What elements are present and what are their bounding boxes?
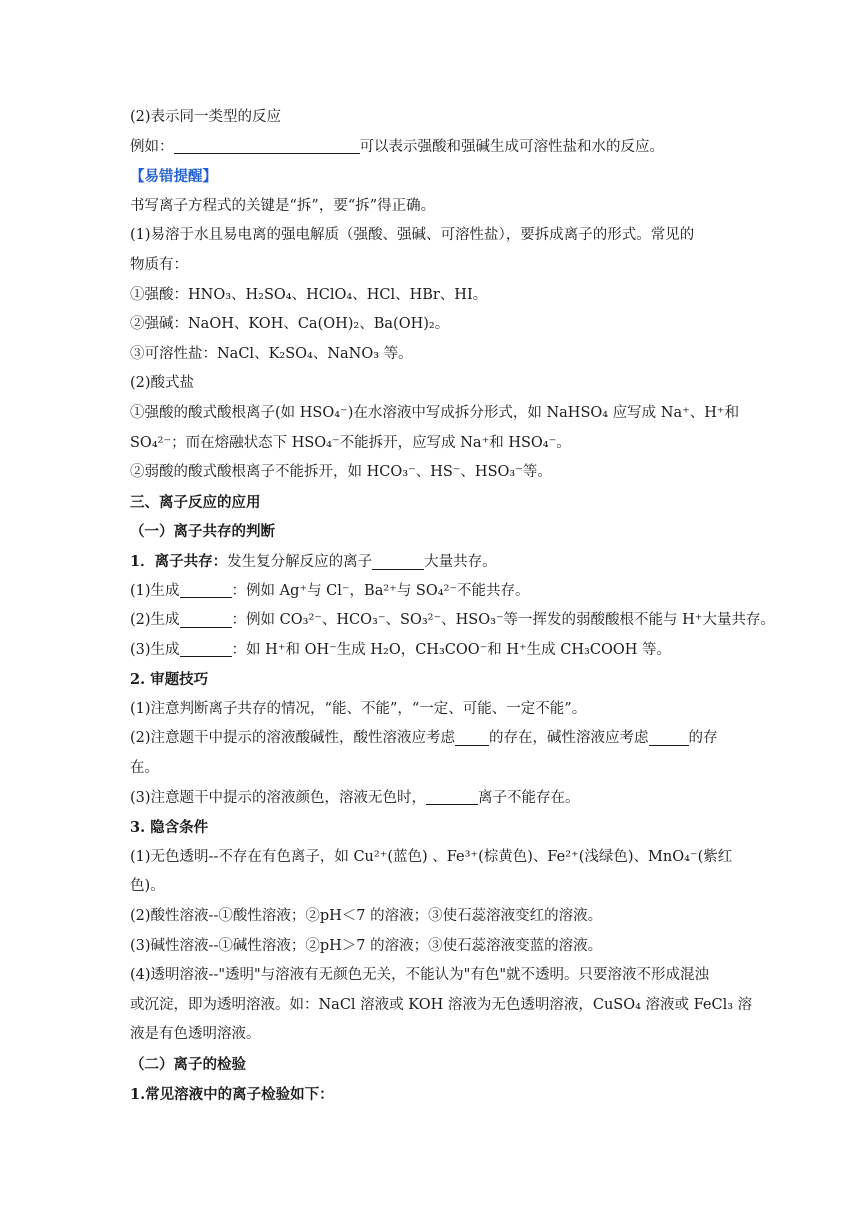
line-text: (2)注意题干中提示的溶液酸碱性，酸性溶液应考虑 bbox=[130, 730, 456, 747]
line-text: (2)酸性溶液--①酸性溶液；②pH＜7 的溶液；③使石蕊溶液变红的溶液。 bbox=[130, 908, 603, 925]
section-heading bbox=[130, 488, 740, 518]
line-text: 三、离子反应的应用 bbox=[130, 493, 261, 511]
line-text: 在。 bbox=[130, 760, 159, 777]
line-text: ②弱酸的酸式酸根离子不能拆开，如 HCO₃⁻、HS⁻、HSO₃⁻等。 bbox=[130, 464, 552, 481]
text-line bbox=[130, 429, 740, 459]
text-line bbox=[130, 340, 740, 370]
fill-blank[interactable] bbox=[455, 730, 489, 746]
text-line bbox=[130, 310, 740, 340]
line-text: ②强碱：NaOH、KOH、Ca(OH)₂、Ba(OH)₂。 bbox=[130, 316, 450, 333]
line-text: ：例如 Ag⁺与 Cl⁻，Ba²⁺与 SO₄²⁻不能共存。 bbox=[231, 582, 530, 599]
line-text: 3. 隐含条件 bbox=[130, 819, 209, 837]
document-page bbox=[130, 103, 775, 1109]
text-line bbox=[130, 636, 740, 666]
line-text: (3)注意题干中提示的溶液颜色，溶液无色时， bbox=[130, 789, 427, 806]
fill-blank[interactable] bbox=[180, 612, 232, 628]
text-line bbox=[130, 961, 740, 991]
text-line bbox=[130, 991, 753, 1021]
line-text: 的存 bbox=[688, 730, 718, 747]
line-text: 书写离子方程式的关键是“拆”，要“拆”得正确。 bbox=[130, 197, 436, 214]
text-line bbox=[130, 547, 740, 577]
text-line bbox=[130, 221, 740, 251]
line-text: (2)表示同一类型的反应 bbox=[130, 109, 282, 125]
line-text: 例如： bbox=[130, 138, 174, 155]
line-text: ：例如 CO₃²⁻、HCO₃⁻、SO₃²⁻、HSO₃⁻等一挥发的弱酸酸根不能与 H⁺大量共存。 bbox=[231, 612, 775, 629]
line-text: ①强酸的酸式酸根离子(如 HSO₄⁻)在水溶液中写成拆分形式，如 NaHSO₄ 应写成 Na⁺、H⁺和 bbox=[130, 404, 740, 421]
line-text: ③可溶性盐：NaCl、K₂SO₄、NaNO₃ 等。 bbox=[130, 345, 413, 362]
line-text: 物质有： bbox=[130, 256, 188, 273]
text-line bbox=[130, 103, 740, 133]
text-line bbox=[130, 784, 740, 814]
section-heading bbox=[130, 813, 740, 843]
line-text: 的存在，碱性溶液应考虑 bbox=[489, 730, 649, 747]
line-text: 1.常见溶液中的离子检验如下： bbox=[130, 1085, 334, 1103]
text-line bbox=[130, 133, 740, 163]
line-text: 大量共存。 bbox=[424, 553, 497, 570]
line-text: （二）离子的检验 bbox=[130, 1056, 246, 1073]
text-line bbox=[130, 932, 740, 962]
text-line bbox=[130, 606, 775, 636]
line-text: (2)酸式盐 bbox=[130, 375, 195, 392]
text-line bbox=[130, 1020, 740, 1050]
fill-blank[interactable] bbox=[372, 553, 424, 569]
text-line bbox=[130, 369, 740, 399]
line-text: (2)生成 bbox=[130, 612, 180, 629]
text-line bbox=[130, 902, 740, 932]
subsection-heading bbox=[130, 517, 740, 547]
line-text: 【易错提醒】 bbox=[130, 168, 217, 186]
text-line bbox=[130, 724, 740, 754]
fill-blank[interactable] bbox=[180, 582, 232, 598]
text-line bbox=[130, 399, 740, 429]
fill-blank[interactable] bbox=[426, 789, 478, 805]
line-text: 色)。 bbox=[130, 878, 165, 895]
fill-blank[interactable] bbox=[649, 730, 689, 746]
text-line bbox=[130, 281, 740, 311]
fill-blank[interactable] bbox=[180, 641, 232, 657]
line-text: (1)易溶于水且易电离的强电解质（强酸、强碱、可溶性盐），要拆成离子的形式。常见的 bbox=[130, 227, 695, 244]
line-text: 可以表示强酸和强碱生成可溶性盐和水的反应。 bbox=[359, 138, 664, 155]
line-text: (4)透明溶液--"透明"与溶液有无颜色无关，不能认为"有色"就不透明。只要溶液不形成混浊 bbox=[130, 967, 710, 984]
fill-blank[interactable] bbox=[174, 138, 360, 154]
text-line bbox=[130, 577, 740, 607]
line-label: 1．离子共存： bbox=[130, 552, 228, 570]
section-heading bbox=[130, 665, 740, 695]
text-line bbox=[130, 695, 740, 725]
line-text: (1)无色透明--不存在有色离子，如 Cu²⁺(蓝色) 、Fe³⁺(棕黄色)、Fe²⁺(浅绿色)、MnO₄⁻(紫红 bbox=[130, 848, 733, 865]
text-line bbox=[130, 251, 740, 281]
line-text: ：如 H⁺和 OH⁻生成 H₂O，CH₃COO⁻和 H⁺生成 CH₃COOH 等。 bbox=[231, 641, 671, 658]
subsection-heading bbox=[130, 1050, 740, 1080]
line-text: (1)生成 bbox=[130, 582, 180, 599]
section-heading bbox=[130, 162, 740, 192]
line-text: (3)生成 bbox=[130, 641, 180, 658]
line-text: ①强酸：HNO₃、H₂SO₄、HClO₄、HCl、HBr、HI。 bbox=[130, 286, 488, 303]
line-text: 2. 审题技巧 bbox=[130, 671, 209, 689]
line-text: 离子不能存在。 bbox=[478, 789, 580, 806]
section-heading bbox=[130, 1080, 740, 1110]
text-line bbox=[130, 192, 740, 222]
line-text: 或沉淀，即为透明溶液。如：NaCl 溶液或 KOH 溶液为无色透明溶液，CuSO₄ 溶液或 FeCl₃ 溶 bbox=[130, 996, 753, 1013]
text-line bbox=[130, 458, 740, 488]
line-text: 液是有色透明溶液。 bbox=[130, 1026, 261, 1043]
text-line bbox=[130, 843, 740, 873]
text-line bbox=[130, 754, 740, 784]
line-text: SO₄²⁻；而在熔融状态下 HSO₄⁻不能拆开，应写成 Na⁺和 HSO₄⁻。 bbox=[130, 434, 571, 451]
line-text: (1)注意判断离子共存的情况，“能、不能”，“一定、可能、一定不能”。 bbox=[130, 700, 587, 717]
text-line bbox=[130, 872, 740, 902]
line-text: 发生复分解反应的离子 bbox=[227, 553, 373, 570]
line-text: （一）离子共存的判断 bbox=[130, 523, 275, 541]
line-text: (3)碱性溶液--①碱性溶液；②pH＞7 的溶液；③使石蕊溶液变蓝的溶液。 bbox=[130, 937, 603, 954]
